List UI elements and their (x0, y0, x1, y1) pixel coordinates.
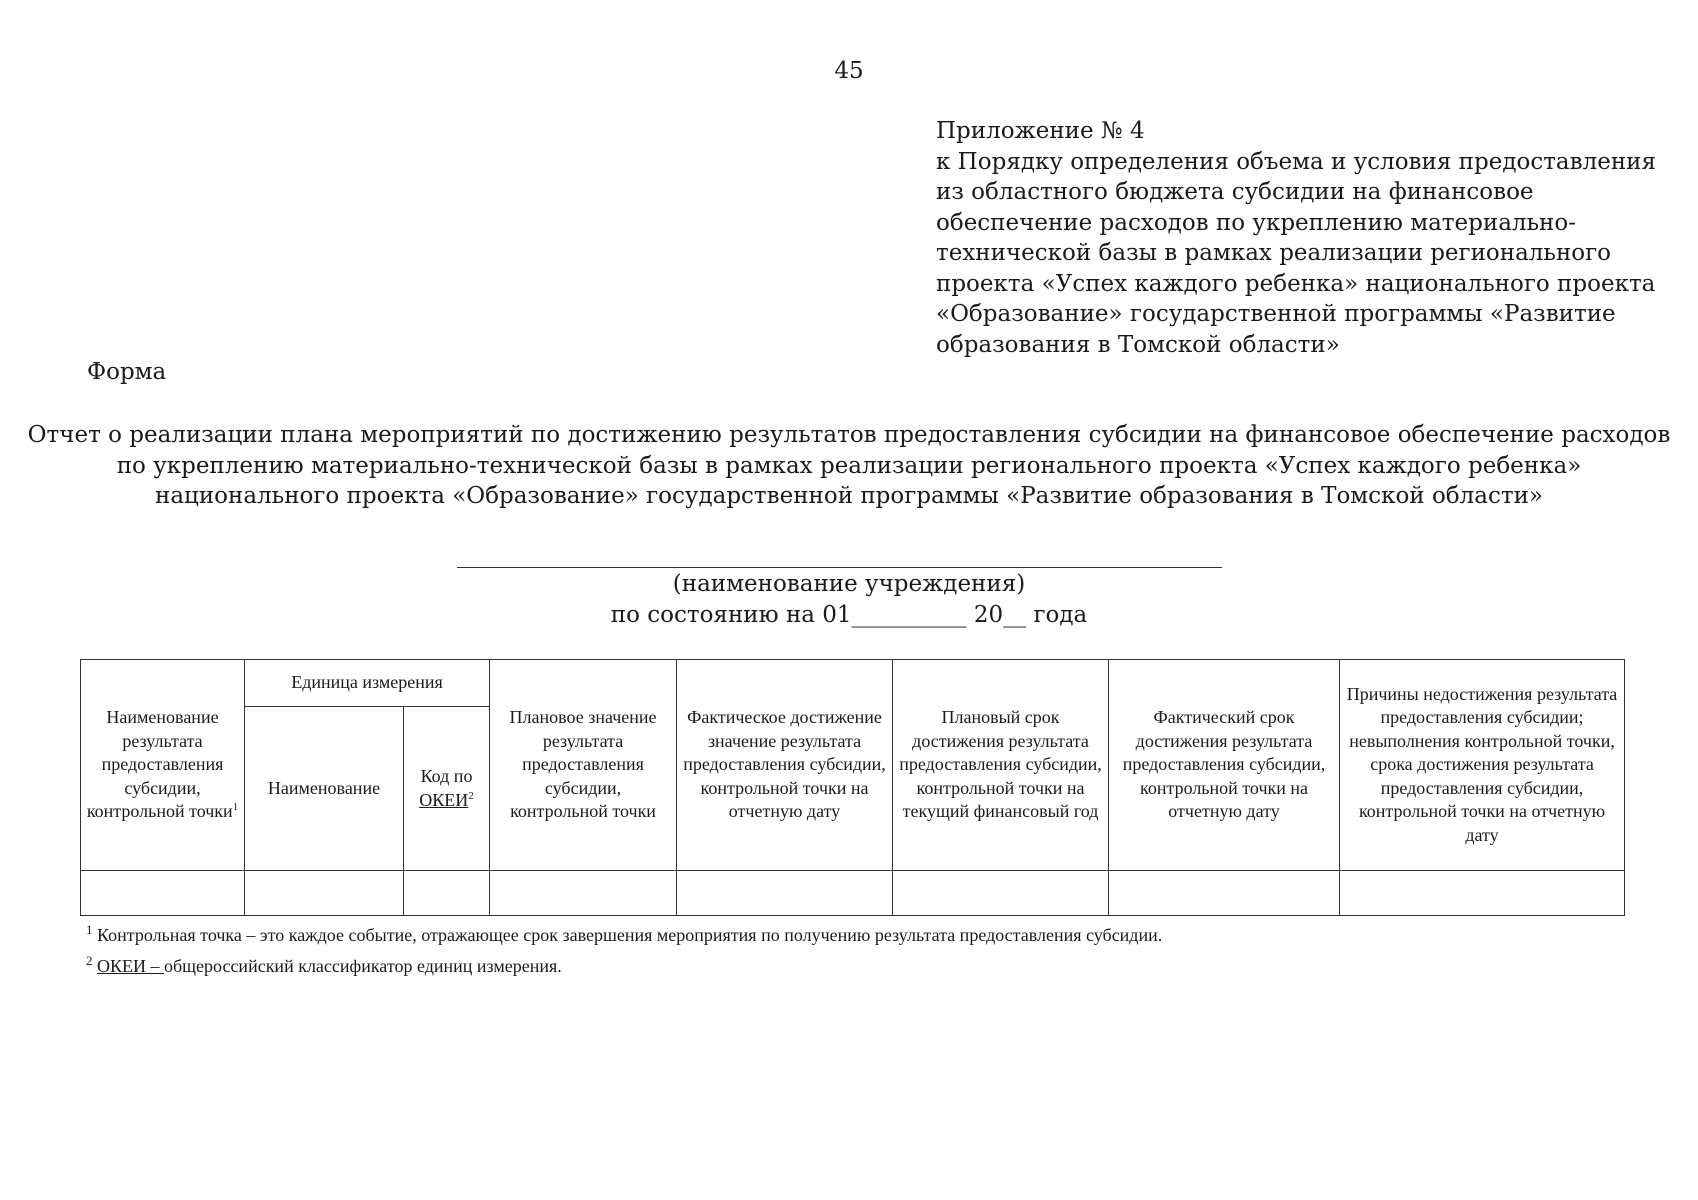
footnote-1-mark: 1 (86, 922, 93, 937)
appendix-title: Приложение № 4 (936, 118, 1145, 144)
header-result-name (81, 660, 245, 871)
cell-reasons[interactable] (1340, 871, 1625, 916)
header-result-name-text: Наименование результата предоставления субсидии, контрольной точки (86, 707, 233, 822)
table-header-row (81, 660, 1625, 707)
header-plan-value: Плановое значение результата предоставления субсидии, контрольной точки (490, 660, 677, 871)
header-reasons: Причины недостижения результата предоставления субсидии; невыполнения контрольной точки, срока достижения результата предоставления субсидии, контрольной точки на отчетную дату (1340, 660, 1625, 871)
page-number: 45 (834, 58, 864, 84)
footnote-1-text: Контрольная точка – это каждое событие, отражающее срок завершения мероприятия по получению результата предоставления субсидии. (97, 925, 1163, 945)
footnotes (86, 920, 1162, 982)
header-unit-code-prefix: Код по (420, 766, 473, 786)
report-table (80, 659, 1625, 916)
appendix-block (936, 116, 1656, 360)
footnote-2 (86, 951, 1162, 982)
header-unit-code (404, 707, 490, 871)
footnote-2-mark: 2 (86, 953, 93, 968)
cell-unit-name[interactable] (245, 871, 404, 916)
footnote-ref-2: 2 (468, 789, 474, 802)
cell-plan-value[interactable] (490, 871, 677, 916)
footnote-ref-1: 1 (232, 801, 239, 814)
appendix-line: обеспечение расходов по укреплению материально- (936, 209, 1576, 236)
report-title-line: Отчет о реализации плана мероприятий по достижению результатов предоставления субсидии на финансовое обеспечение расходов (27, 422, 1671, 448)
header-fact-term: Фактический срок достижения результата предоставления субсидии, контрольной точки на отчетную дату (1109, 660, 1340, 871)
footnote-1 (86, 920, 1162, 951)
cell-result-name[interactable] (81, 871, 245, 916)
footnote-2-text: общероссийский классификатор единиц измерения. (164, 956, 562, 976)
footnote-2-term: ОКЕИ – (97, 956, 164, 976)
institution-name-blank-line (457, 567, 1222, 568)
appendix-line: «Образование» государственной программы «Развитие (936, 301, 1616, 327)
cell-fact-term[interactable] (1109, 871, 1340, 916)
report-title-line: национального проекта «Образование» государственной программы «Развитие образования в Томской области» (155, 483, 1543, 509)
report-title (0, 420, 1698, 512)
header-unit-code-okei: ОКЕИ (419, 789, 469, 810)
cell-fact-value[interactable] (677, 871, 893, 916)
table-row (81, 871, 1625, 916)
appendix-line: проекта «Успех каждого ребенка» национального проекта (936, 270, 1656, 297)
header-unit-group: Единица измерения (245, 660, 490, 707)
appendix-line: к Порядку определения объема и условия предоставления (936, 148, 1656, 175)
appendix-line: образования в Томской области» (936, 331, 1340, 358)
report-title-line: по укреплению материально-технической базы в рамках реализации регионального проекта «Успех каждого ребенка» (116, 452, 1582, 479)
appendix-line: технической базы в рамках реализации регионального (936, 240, 1612, 266)
header-unit-name: Наименование (245, 707, 404, 871)
header-fact-value: Фактическое достижение значение результата предоставления субсидии, контрольной точки на отчетную дату (677, 660, 893, 871)
form-label: Форма (87, 359, 167, 385)
report-date-line: по состоянию на 01__________ 20__ года (610, 602, 1088, 628)
cell-plan-term[interactable] (893, 871, 1109, 916)
cell-unit-code[interactable] (404, 871, 490, 916)
institution-caption: (наименование учреждения) (672, 571, 1026, 597)
header-plan-term: Плановый срок достижения результата предоставления субсидии, контрольной точки на текущий финансовый год (893, 660, 1109, 871)
appendix-line: из областного бюджета субсидии на финансовое (936, 179, 1534, 205)
